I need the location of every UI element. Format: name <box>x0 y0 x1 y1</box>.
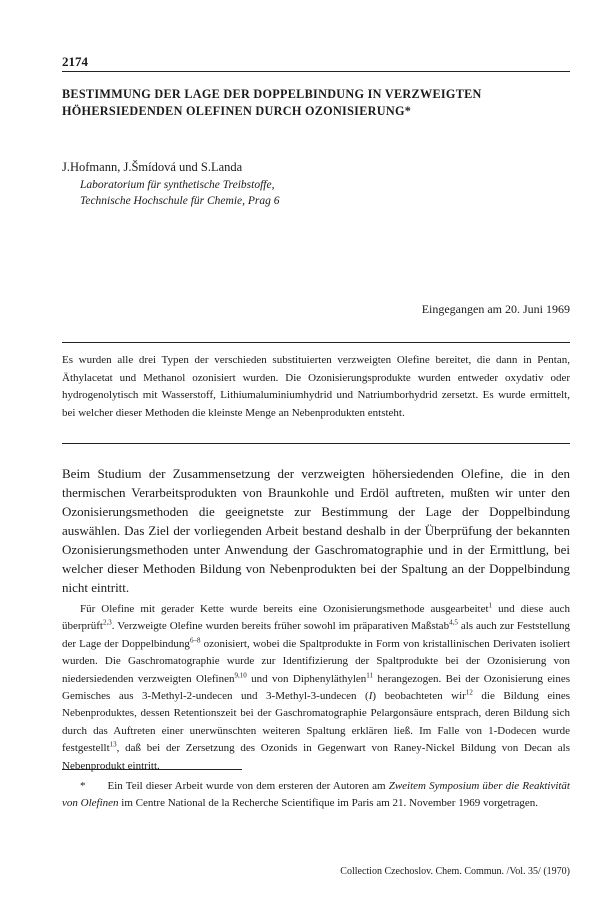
journal-footer: Collection Czechoslov. Chem. Commun. /Vol. 35/ (1970) <box>340 866 570 877</box>
footnote-rule <box>62 769 242 770</box>
body-text: als auch zur Feststellung der Lage der Doppelbindung <box>62 620 571 650</box>
reference: 1 <box>488 601 493 610</box>
abstract: Es wurden alle drei Typen der verschieden substituierten verzweigten Olefine bereitet, die dann in Pentan, Äthylacetat und Methanol ozonisiert wurden. Die Ozonisierungsprodukte wurden entweder oxydativ oder hydrogenolytisch mit Wasserstoff, Lithiumaluminiumhydrid und Natriumborhydrid zersetzt. Es wurde ermittelt, bei welcher dieser Methoden die kleinste Menge an Nebenprodukten entsteht. <box>62 354 570 419</box>
body-text: und diese auch überprüft <box>62 603 570 633</box>
affiliation-line-2: Technische Hochschule für Chemie, Prag 6 <box>80 194 280 207</box>
footnote-text: Ein Teil dieser Arbeit wurde von dem ersteren der Autoren am <box>107 780 389 792</box>
footnote-text: im Centre National de la Recherche Scientifique im Paris am 21. November 1969 vorgetragen. <box>118 797 539 809</box>
footnote <box>62 778 570 812</box>
reference: 11 <box>366 670 374 679</box>
body-paragraph <box>62 601 570 775</box>
affiliation-line-1: Laboratorium für synthetische Treibstoffe, <box>80 179 275 191</box>
compound-numeral: I <box>368 690 373 703</box>
article-title: BESTIMMUNG DER LAGE DER DOPPELBINDUNG IN VERZWEIGTEN HÖHERSIEDENDEN OLEFINEN DURCH OZONISIERUNG* <box>62 87 482 118</box>
symposium-title: Zweitem Symposium über die Reaktivität von Olefinen <box>62 780 570 809</box>
body-text: die Bildung eines Nebenproduktes, dessen Retentionszeit bei der Gaschromatographie Pelargonsäure entsprach, deren Bildung sich durch das Auftreten einer unerwünschten weiteren Spaltung erklären ließ. Im Falle von 1-Dodecen wurde festgestellt <box>62 690 570 755</box>
reference: 4,5 <box>449 618 458 627</box>
page-number: 2174 <box>62 54 88 69</box>
reference: 9,10 <box>234 670 247 679</box>
footnote-marker: * <box>80 780 86 792</box>
body-text: und von Diphenyläthylen <box>246 672 367 685</box>
reference: 12 <box>465 688 473 697</box>
body-text: ozonisiert, wobei die Spaltprodukte in Form von kristallinischen Derivaten isoliert wurden. Die Gaschromatographie wurde zur Identifizierung der Spaltprodukte bei der Ozonisierung von niedersiedenden verzweigten Olefinen <box>62 637 570 685</box>
header-rule <box>62 71 570 72</box>
body-text: ) beobachteten wir <box>372 690 466 703</box>
body-text: , daß bei der Zersetzung des Ozonids in Gegenwart von Raney-Nickel Bildung von Decan als Nebenprodukt eintritt. <box>62 742 570 772</box>
reference: 13 <box>109 740 117 749</box>
body-text: Für Olefine mit gerader Kette wurde bereits eine Ozonisierungsmethode ausgearbeitet <box>80 603 489 615</box>
reference: 6–8 <box>189 636 201 645</box>
authors: J.Hofmann, J.Šmídová und S.Landa <box>62 160 243 174</box>
body-text: . Verzweigte Olefine wurden bereits früher sowohl im präparativen Maßstab <box>111 620 450 633</box>
intro-paragraph: Beim Studium der Zusammensetzung der verzweigten höhersiedenden Olefine, die in den thermischen Verarbeitsprodukten von Braunkohle und Erdöl auftreten, mußten wir unter den Ozonisierungsmethoden die geeignetste zur Bestimmung der Lage der Doppelbindung auswählen. Das Ziel der vorliegenden Arbeit bestand deshalb in der Überprüfung der bekannten Ozonisierungsmethoden unter Anwendung der Gaschromatographie und in der Ermittlung, bei welcher dieser Methoden Bildung von Nebenprodukten bei der Spaltung an der Doppelbindung nicht eintritt. <box>62 466 570 595</box>
affiliation <box>80 178 280 209</box>
received-date: Eingegangen am 20. Juni 1969 <box>421 302 570 316</box>
reference: 2,3 <box>102 618 112 627</box>
abstract-rule-top <box>62 342 570 343</box>
body-text: herangezogen. Bei der Ozonisierung eines Gemisches aus 3-Methyl-2-undecen und 3-Methyl-3-undecen ( <box>62 672 571 703</box>
abstract-rule-bottom <box>62 443 570 444</box>
